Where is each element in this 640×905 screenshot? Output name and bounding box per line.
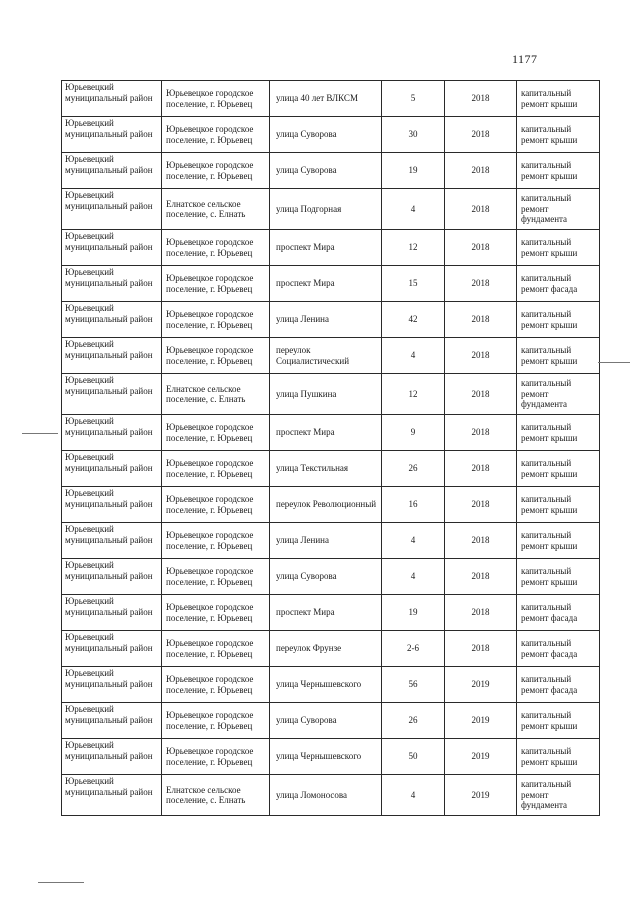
settlement-cell: Юрьевецкое городское поселение, г. Юрьевец [162,739,270,775]
year-cell: 2018 [445,523,517,559]
district-cell: Юрьевецкий муниципальный район [62,338,162,374]
street-cell: переулок Революционный [270,487,382,523]
work-type-cell: капитальный ремонт крыши [517,230,600,266]
street-cell: проспект Мира [270,230,382,266]
street-cell: проспект Мира [270,595,382,631]
settlement-cell: Юрьевецкое городское поселение, г. Юрьевец [162,703,270,739]
settlement-cell: Юрьевецкое городское поселение, г. Юрьевец [162,451,270,487]
street-cell: проспект Мира [270,415,382,451]
settlement-cell: Юрьевецкое городское поселение, г. Юрьевец [162,667,270,703]
district-cell: Юрьевецкий муниципальный район [62,415,162,451]
work-type-cell: капитальный ремонт крыши [517,81,600,117]
settlement-cell: Юрьевецкое городское поселение, г. Юрьевец [162,266,270,302]
settlement-cell: Юрьевецкое городское поселение, г. Юрьевец [162,595,270,631]
work-type-cell: капитальный ремонт фасада [517,266,600,302]
table-row [62,230,600,266]
district-cell: Юрьевецкий муниципальный район [62,302,162,338]
work-type-cell: капитальный ремонт фасада [517,667,600,703]
year-cell: 2018 [445,81,517,117]
district-cell: Юрьевецкий муниципальный район [62,631,162,667]
street-cell: улица Ломоносова [270,775,382,816]
table-row [62,703,600,739]
table-row [62,595,600,631]
year-cell: 2018 [445,153,517,189]
table-row [62,631,600,667]
street-cell: улица Суворова [270,153,382,189]
year-cell: 2018 [445,595,517,631]
table-row [62,81,600,117]
work-type-cell: капитальный ремонт крыши [517,523,600,559]
street-cell: переулок Фрунзе [270,631,382,667]
district-cell: Юрьевецкий муниципальный район [62,451,162,487]
settlement-cell: Елнатское сельское поселение, с. Елнать [162,374,270,415]
street-cell: улица Суворова [270,117,382,153]
table-row [62,523,600,559]
work-type-cell: капитальный ремонт крыши [517,338,600,374]
housing-repair-table [61,80,600,816]
settlement-cell: Юрьевецкое городское поселение, г. Юрьевец [162,415,270,451]
work-type-cell: капитальный ремонт крыши [517,559,600,595]
district-cell: Юрьевецкий муниципальный район [62,230,162,266]
district-cell: Юрьевецкий муниципальный район [62,667,162,703]
district-cell: Юрьевецкий муниципальный район [62,523,162,559]
table-row [62,374,600,415]
work-type-cell: капитальный ремонт крыши [517,487,600,523]
district-cell: Юрьевецкий муниципальный район [62,487,162,523]
work-type-cell: капитальный ремонт крыши [517,415,600,451]
table-row [62,153,600,189]
settlement-cell: Юрьевецкое городское поселение, г. Юрьевец [162,153,270,189]
house-number-cell: 30 [382,117,445,153]
house-number-cell: 4 [382,523,445,559]
district-cell: Юрьевецкий муниципальный район [62,595,162,631]
house-number-cell: 16 [382,487,445,523]
scan-mark-right [598,362,630,363]
settlement-cell: Юрьевецкое городское поселение, г. Юрьевец [162,559,270,595]
house-number-cell: 12 [382,374,445,415]
work-type-cell: капитальный ремонт крыши [517,302,600,338]
district-cell: Юрьевецкий муниципальный район [62,374,162,415]
settlement-cell: Юрьевецкое городское поселение, г. Юрьевец [162,81,270,117]
work-type-cell: капитальный ремонт фундамента [517,374,600,415]
year-cell: 2018 [445,451,517,487]
year-cell: 2018 [445,374,517,415]
work-type-cell: капитальный ремонт крыши [517,153,600,189]
year-cell: 2018 [445,189,517,230]
work-type-cell: капитальный ремонт фасада [517,631,600,667]
street-cell: улица Пушкина [270,374,382,415]
street-cell: улица Суворова [270,559,382,595]
table-row [62,338,600,374]
street-cell: проспект Мира [270,266,382,302]
house-number-cell: 15 [382,266,445,302]
year-cell: 2018 [445,338,517,374]
house-number-cell: 5 [382,81,445,117]
house-number-cell: 19 [382,595,445,631]
year-cell: 2018 [445,266,517,302]
table-row [62,559,600,595]
year-cell: 2018 [445,230,517,266]
table-row [62,451,600,487]
work-type-cell: капитальный ремонт фундамента [517,189,600,230]
table-row [62,487,600,523]
street-cell: улица 40 лет ВЛКСМ [270,81,382,117]
table-row [62,415,600,451]
settlement-cell: Юрьевецкое городское поселение, г. Юрьевец [162,117,270,153]
year-cell: 2018 [445,631,517,667]
street-cell: улица Подгорная [270,189,382,230]
house-number-cell: 4 [382,338,445,374]
street-cell: улица Суворова [270,703,382,739]
house-number-cell: 19 [382,153,445,189]
house-number-cell: 2-6 [382,631,445,667]
street-cell: улица Чернышевского [270,739,382,775]
house-number-cell: 42 [382,302,445,338]
year-cell: 2019 [445,739,517,775]
district-cell: Юрьевецкий муниципальный район [62,559,162,595]
table-row [62,775,600,816]
district-cell: Юрьевецкий муниципальный район [62,189,162,230]
year-cell: 2018 [445,117,517,153]
work-type-cell: капитальный ремонт крыши [517,739,600,775]
table-row [62,266,600,302]
scan-mark-bottom [38,882,84,883]
settlement-cell: Юрьевецкое городское поселение, г. Юрьевец [162,338,270,374]
settlement-cell: Юрьевецкое городское поселение, г. Юрьевец [162,230,270,266]
street-cell: улица Ленина [270,302,382,338]
settlement-cell: Елнатское сельское поселение, с. Елнать [162,775,270,816]
work-type-cell: капитальный ремонт крыши [517,451,600,487]
year-cell: 2018 [445,487,517,523]
house-number-cell: 4 [382,775,445,816]
year-cell: 2019 [445,703,517,739]
table-row [62,117,600,153]
house-number-cell: 4 [382,189,445,230]
house-number-cell: 4 [382,559,445,595]
settlement-cell: Юрьевецкое городское поселение, г. Юрьевец [162,487,270,523]
work-type-cell: капитальный ремонт крыши [517,703,600,739]
house-number-cell: 50 [382,739,445,775]
settlement-cell: Юрьевецкое городское поселение, г. Юрьевец [162,523,270,559]
settlement-cell: Елнатское сельское поселение, с. Елнать [162,189,270,230]
year-cell: 2019 [445,775,517,816]
work-type-cell: капитальный ремонт крыши [517,117,600,153]
scan-mark-left [22,433,58,434]
district-cell: Юрьевецкий муниципальный район [62,739,162,775]
street-cell: переулок Социалистический [270,338,382,374]
district-cell: Юрьевецкий муниципальный район [62,117,162,153]
street-cell: улица Чернышевского [270,667,382,703]
year-cell: 2018 [445,302,517,338]
year-cell: 2019 [445,667,517,703]
settlement-cell: Юрьевецкое городское поселение, г. Юрьевец [162,302,270,338]
district-cell: Юрьевецкий муниципальный район [62,81,162,117]
page-number: 1177 [512,52,538,66]
settlement-cell: Юрьевецкое городское поселение, г. Юрьевец [162,631,270,667]
street-cell: улица Текстильная [270,451,382,487]
street-cell: улица Ленина [270,523,382,559]
house-number-cell: 26 [382,451,445,487]
table-row [62,667,600,703]
table-row [62,189,600,230]
table-row [62,739,600,775]
table-row [62,302,600,338]
district-cell: Юрьевецкий муниципальный район [62,775,162,816]
district-cell: Юрьевецкий муниципальный район [62,703,162,739]
house-number-cell: 9 [382,415,445,451]
year-cell: 2018 [445,559,517,595]
house-number-cell: 26 [382,703,445,739]
year-cell: 2018 [445,415,517,451]
house-number-cell: 12 [382,230,445,266]
district-cell: Юрьевецкий муниципальный район [62,266,162,302]
work-type-cell: капитальный ремонт фундамента [517,775,600,816]
house-number-cell: 56 [382,667,445,703]
table-body [62,81,600,816]
district-cell: Юрьевецкий муниципальный район [62,153,162,189]
work-type-cell: капитальный ремонт фасада [517,595,600,631]
